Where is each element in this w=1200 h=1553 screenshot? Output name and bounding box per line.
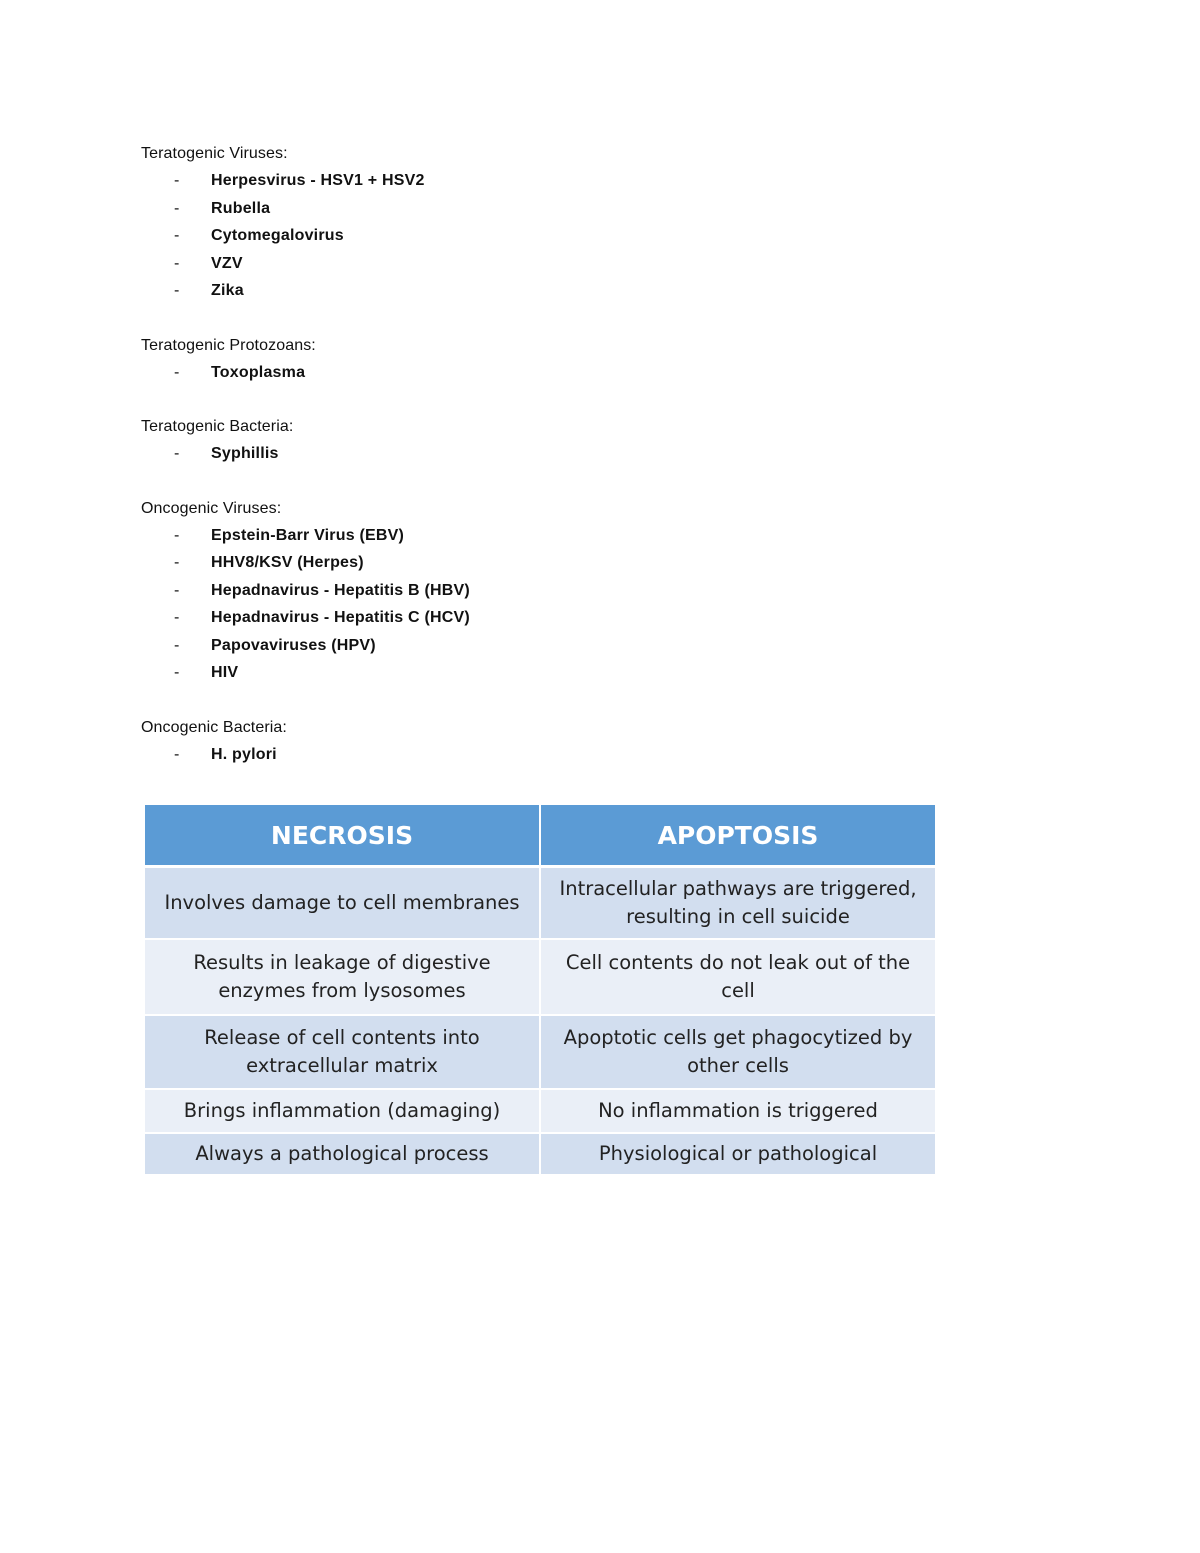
list-item [141, 222, 941, 250]
bullet-marker: - [174, 664, 180, 681]
table-cell: Intracellular pathways are triggered, resulting in cell suicide [540, 867, 935, 939]
list-item-text: Herpesvirus - HSV1 + HSV2 [211, 172, 425, 189]
list-item-text: Cytomegalovirus [211, 227, 344, 244]
necrosis-apoptosis-table [145, 805, 935, 1176]
table-row [145, 1089, 935, 1133]
bullet-marker: - [174, 581, 180, 599]
bullet-marker: - [174, 609, 180, 626]
table-row [145, 1015, 935, 1089]
list-item [141, 167, 941, 195]
section-heading: Teratogenic Bacteria: [141, 418, 294, 435]
table-cell: Results in leakage of digestive enzymes from lysosomes [145, 939, 540, 1015]
bullet-marker: - [174, 227, 180, 244]
bullet-marker: - [174, 745, 180, 763]
table-cell: Apoptotic cells get phagocytized by other cells [540, 1015, 935, 1089]
list-item [141, 277, 941, 305]
list-item [141, 440, 941, 468]
section-heading: Oncogenic Bacteria: [141, 718, 287, 736]
list-item [141, 659, 941, 687]
notes-content [141, 140, 941, 795]
bullet-marker: - [174, 445, 180, 462]
section-heading: Teratogenic Viruses: [141, 145, 288, 162]
list-item [141, 577, 941, 605]
table-header-necrosis: NECROSIS [145, 805, 540, 867]
list-item-text: Syphillis [211, 445, 279, 462]
table-cell: Always a pathological process [145, 1133, 540, 1175]
list-item [141, 195, 941, 223]
table-cell: Cell contents do not leak out of the cell [540, 939, 935, 1015]
list-item-text: Papovaviruses (HPV) [211, 636, 376, 654]
section-oncogenic-bacteria [141, 714, 941, 769]
bullet-marker: - [174, 282, 180, 299]
bullet-marker: - [174, 254, 180, 272]
list-item-text: Hepadnavirus - Hepatitis B (HBV) [211, 581, 470, 599]
bullet-marker: - [174, 526, 180, 544]
table-row [145, 939, 935, 1015]
list-item [141, 741, 941, 769]
section-heading: Oncogenic Viruses: [141, 499, 282, 517]
list-item [141, 250, 941, 278]
list-item [141, 359, 941, 387]
list-item-text: Rubella [211, 199, 271, 217]
section-teratogenic-protozoans [141, 332, 941, 387]
bullet-marker: - [174, 636, 180, 654]
table-cell: Involves damage to cell membranes [145, 867, 540, 939]
bullet-list [141, 440, 941, 468]
list-item [141, 522, 941, 550]
list-item-text: H. pylori [211, 745, 277, 763]
table-cell: Physiological or pathological [540, 1133, 935, 1175]
list-item [141, 604, 941, 632]
section-heading: Teratogenic Protozoans: [141, 336, 316, 354]
list-item-text: Zika [211, 282, 244, 299]
list-item-text: HIV [211, 664, 239, 681]
section-teratogenic-bacteria [141, 413, 941, 468]
list-item [141, 549, 941, 577]
bullet-list [141, 359, 941, 387]
bullet-marker: - [174, 199, 180, 217]
list-item-text: Hepadnavirus - Hepatitis C (HCV) [211, 609, 470, 626]
list-item-text: VZV [211, 254, 243, 272]
bullet-list [141, 522, 941, 687]
table-cell: Release of cell contents into extracellular matrix [145, 1015, 540, 1089]
table-header-row [145, 805, 935, 867]
bullet-marker: - [174, 172, 180, 189]
table-row [145, 867, 935, 939]
bullet-list [141, 741, 941, 769]
table-row [145, 1133, 935, 1175]
list-item-text: Epstein-Barr Virus (EBV) [211, 526, 404, 544]
section-teratogenic-viruses [141, 140, 941, 305]
bullet-marker: - [174, 363, 180, 381]
bullet-marker: - [174, 554, 180, 571]
table-header-apoptosis: APOPTOSIS [540, 805, 935, 867]
bullet-list [141, 167, 941, 305]
section-oncogenic-viruses [141, 495, 941, 687]
table-cell: No inflammation is triggered [540, 1089, 935, 1133]
list-item-text: Toxoplasma [211, 363, 306, 381]
list-item-text: HHV8/KSV (Herpes) [211, 554, 364, 571]
table-cell: Brings inflammation (damaging) [145, 1089, 540, 1133]
list-item [141, 632, 941, 660]
